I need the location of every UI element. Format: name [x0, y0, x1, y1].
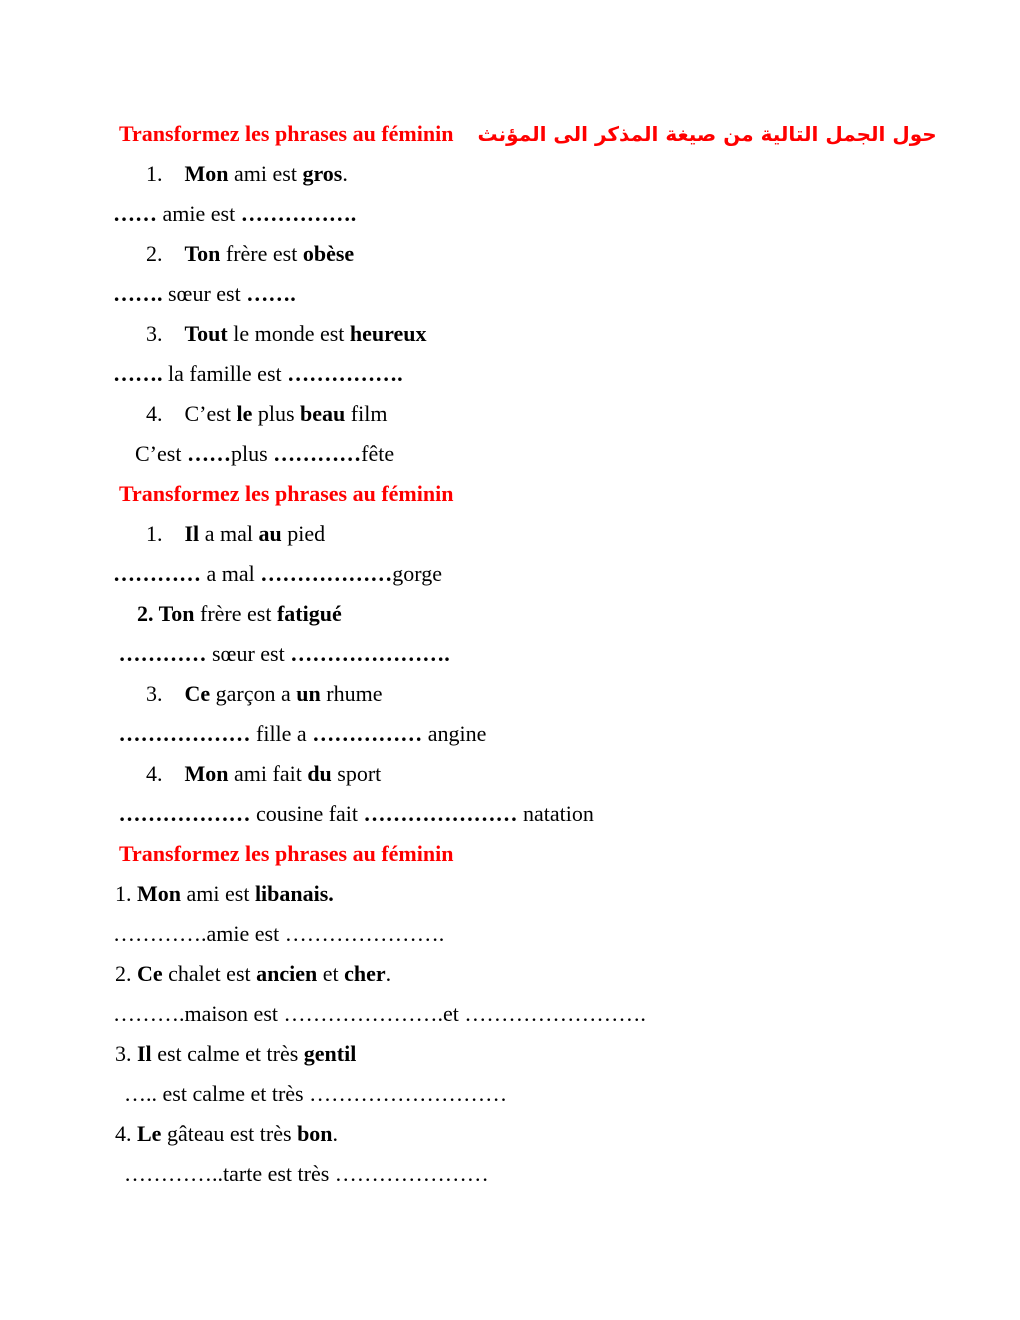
text-segment: un: [296, 681, 321, 706]
answer-line: [113, 794, 1000, 834]
text-segment: fatigué: [276, 601, 342, 626]
text-segment: ….. est calme et très ………………………: [113, 1081, 508, 1106]
text-segment: 3.: [115, 1041, 137, 1066]
text-segment: Ce: [137, 961, 163, 986]
text-segment: C’est: [113, 441, 187, 466]
text-segment: .: [385, 961, 392, 986]
text-segment: ……………: [312, 721, 423, 746]
text-segment: pied: [281, 521, 326, 546]
text-segment: 3.: [146, 681, 185, 706]
text-segment: 2. Ton: [137, 601, 195, 626]
text-segment: plus: [252, 401, 301, 426]
text-segment: ………………….: [290, 641, 450, 666]
text-segment: ami est: [181, 881, 255, 906]
section-heading-french: Transformez les phrases au féminin: [119, 121, 454, 146]
text-segment: ……….maison est ………………….et …………………….: [113, 1001, 646, 1026]
text-segment: est calme et très: [151, 1041, 304, 1066]
exercise-item: [113, 674, 1000, 714]
text-segment: angine: [422, 721, 487, 746]
exercise-item: [113, 1034, 1000, 1074]
text-segment: 1.: [115, 881, 137, 906]
answer-line: [113, 914, 1000, 954]
text-segment: film: [345, 401, 388, 426]
text-segment: amie est: [157, 201, 241, 226]
exercise-section: [113, 114, 1000, 474]
text-segment: …………: [113, 641, 207, 666]
exercise-item: [113, 514, 1000, 554]
text-segment: garçon a: [210, 681, 297, 706]
answer-line: [113, 554, 1000, 594]
answer-line: [113, 714, 1000, 754]
text-segment: Le: [137, 1121, 162, 1146]
exercise-item: [113, 874, 1000, 914]
text-segment: bon: [297, 1121, 333, 1146]
text-segment: Ton: [184, 241, 221, 266]
text-segment: cher: [344, 961, 386, 986]
text-segment: …………………: [363, 801, 518, 826]
text-segment: 4. C’est: [146, 401, 237, 426]
text-segment: a mal: [201, 561, 261, 586]
text-segment: la famille est: [162, 361, 288, 386]
text-segment: 1.: [146, 521, 185, 546]
text-segment: fête: [361, 441, 395, 466]
text-segment: beau: [300, 401, 346, 426]
exercise-item: [113, 754, 1000, 794]
text-segment: …………….: [287, 361, 403, 386]
exercise-item: [113, 314, 1000, 354]
text-segment: plus: [230, 441, 274, 466]
exercise-item: [113, 234, 1000, 274]
text-segment: cousine fait: [250, 801, 364, 826]
section-heading: [113, 834, 1000, 874]
section-heading-french: Transformez les phrases au féminin: [119, 841, 454, 866]
text-segment: gorge: [392, 561, 442, 586]
text-segment: frère est: [220, 241, 303, 266]
text-segment: au: [258, 521, 282, 546]
text-segment: …….: [246, 281, 296, 306]
section-heading-arabic: حول الجمل التالية من صيغة المذكر الى المؤنث: [477, 122, 937, 146]
exercise-item: [113, 594, 1000, 634]
exercise-section: [113, 834, 1000, 1194]
exercise-item: [113, 154, 1000, 194]
text-segment: fille a: [250, 721, 313, 746]
text-segment: frère est: [194, 601, 277, 626]
text-segment: …………: [113, 561, 201, 586]
text-segment: ami fait: [228, 761, 308, 786]
text-segment: ancien: [256, 961, 318, 986]
text-segment: ………………: [113, 801, 251, 826]
text-segment: sœur est: [162, 281, 247, 306]
text-segment: Tout: [184, 321, 228, 346]
text-segment: Il: [184, 521, 200, 546]
answer-line: [113, 1154, 1000, 1194]
text-segment: 1.: [146, 161, 185, 186]
text-segment: .: [342, 161, 348, 186]
text-segment: sport: [331, 761, 382, 786]
text-segment: a mal: [199, 521, 259, 546]
text-segment: 4.: [146, 761, 185, 786]
text-segment: .: [332, 1121, 339, 1146]
section-heading: [113, 114, 1000, 154]
text-segment: 3.: [146, 321, 185, 346]
text-segment: chalet est: [162, 961, 257, 986]
text-segment: gâteau est très: [161, 1121, 298, 1146]
text-segment: gros: [302, 161, 343, 186]
exercise-section: [113, 474, 1000, 834]
text-segment: …………..tarte est très …………………: [113, 1161, 489, 1186]
text-segment: 4.: [115, 1121, 137, 1146]
answer-line: [113, 994, 1000, 1034]
text-segment: ami est: [228, 161, 303, 186]
exercise-item: [113, 954, 1000, 994]
text-segment: Mon: [184, 761, 229, 786]
exercise-item: [113, 394, 1000, 434]
answer-line: [113, 354, 1000, 394]
text-segment: Mon: [137, 881, 181, 906]
text-segment: Il: [137, 1041, 152, 1066]
text-segment: Mon: [184, 161, 229, 186]
text-segment: libanais.: [254, 881, 334, 906]
text-segment: du: [307, 761, 332, 786]
text-segment: ………………: [113, 721, 251, 746]
section-heading-french: Transformez les phrases au féminin: [119, 481, 454, 506]
text-segment: …….: [113, 361, 163, 386]
text-segment: et: [317, 961, 345, 986]
text-segment: 2.: [146, 241, 185, 266]
text-segment: obèse: [302, 241, 355, 266]
text-segment: le: [236, 401, 253, 426]
text-segment: Ce: [184, 681, 211, 706]
section-heading: [113, 474, 1000, 514]
text-segment: ………………: [260, 561, 393, 586]
answer-line: [113, 634, 1000, 674]
text-segment: sœur est: [206, 641, 291, 666]
text-segment: heureux: [349, 321, 427, 346]
text-segment: gentil: [303, 1041, 357, 1066]
text-segment: natation: [517, 801, 594, 826]
text-segment: ……: [113, 201, 157, 226]
text-segment: ……: [186, 441, 231, 466]
text-segment: …….: [113, 281, 163, 306]
text-segment: 2.: [115, 961, 137, 986]
text-segment: ………….amie est ………………….: [113, 921, 445, 946]
answer-line: [113, 1074, 1000, 1114]
text-segment: le monde est: [227, 321, 350, 346]
exercise-item: [113, 1114, 1000, 1154]
text-segment: …………: [273, 441, 362, 466]
answer-line: [113, 434, 1000, 474]
answer-line: [113, 194, 1000, 234]
text-segment: rhume: [320, 681, 383, 706]
answer-line: [113, 274, 1000, 314]
text-segment: …………….: [240, 201, 357, 226]
